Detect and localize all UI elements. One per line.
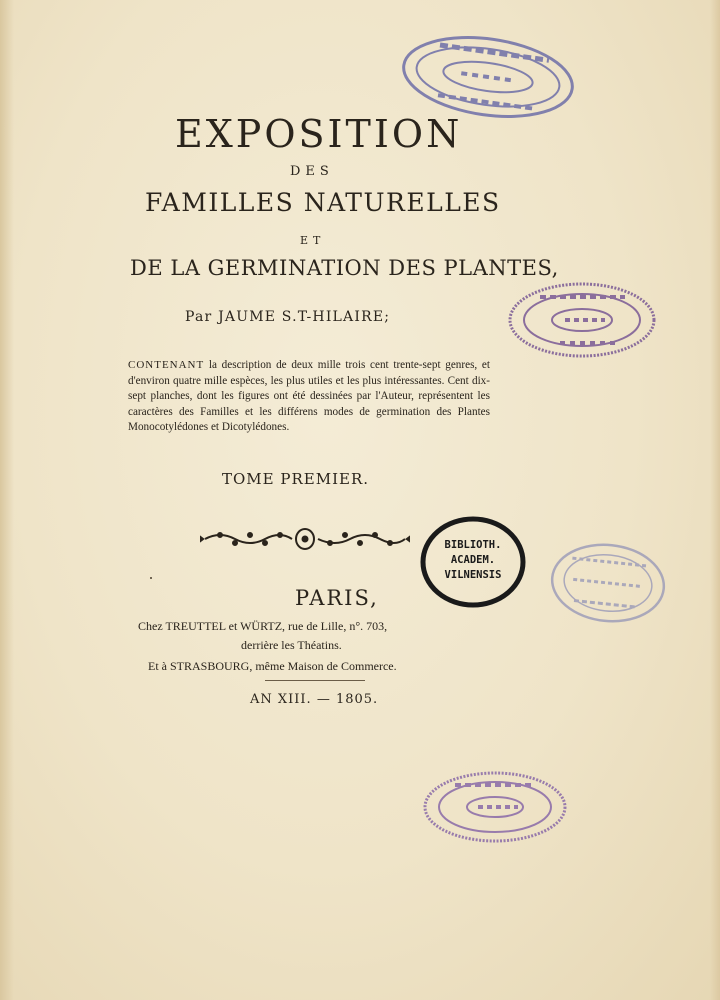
title-familles: FAMILLES NATURELLES [145, 188, 501, 217]
imprint-publisher: Chez TREUTTEL et WÜRTZ, rue de Lille, n°. 703, [138, 619, 388, 633]
institute-library-stamp-lower [420, 765, 570, 850]
imprint-address: derrière les Théatins. [241, 638, 342, 652]
title-germination: DE LA GERMINATION DES PLANTES, [130, 256, 559, 280]
institute-library-stamp-upper [505, 275, 660, 365]
description-lead: CONTENANT [128, 359, 205, 371]
description-text: la description de deux mille trois cent trente-sept genres, et d'environ quatre mille espèces, les plus utiles et les plus intéressantes. Cent dix-sept planches, dont les figures ont été dessinées par l'Auteur, représentent les caractères des Familles et les différens modes de germination des Plantes Monocotylédones et Dicotylédones. [128, 359, 490, 434]
description-paragraph [128, 358, 490, 436]
title-main: EXPOSITION [175, 112, 463, 156]
paper-speck [150, 577, 152, 579]
title-et: ET [300, 234, 326, 247]
stamp-line-1: BIBLIOTH. [444, 539, 502, 551]
university-herbarium-stamp [548, 538, 668, 628]
ornament-vignette [200, 525, 410, 553]
imprint-city: PARIS, [295, 586, 379, 610]
title-des: DES [290, 164, 334, 179]
publication-date: AN XIII. — 1805. [250, 692, 379, 707]
bibliotheca-academiae-vilnensis-stamp [420, 516, 526, 608]
botanical-garden-library-stamp [396, 30, 581, 125]
author-line: Par JAUME S.T-HILAIRE; [185, 309, 391, 325]
imprint-rule [265, 680, 365, 681]
imprint-strasbourg: Et à STRASBOURG, même Maison de Commerce. [148, 659, 397, 673]
stamp-line-2: ACADEM. [450, 554, 496, 566]
stamp-line-3: VILNENSIS [444, 569, 502, 581]
volume-label: TOME PREMIER. [222, 470, 370, 488]
page-edge-shadow-right [710, 0, 720, 1000]
page-edge-shadow-left [0, 0, 14, 1000]
